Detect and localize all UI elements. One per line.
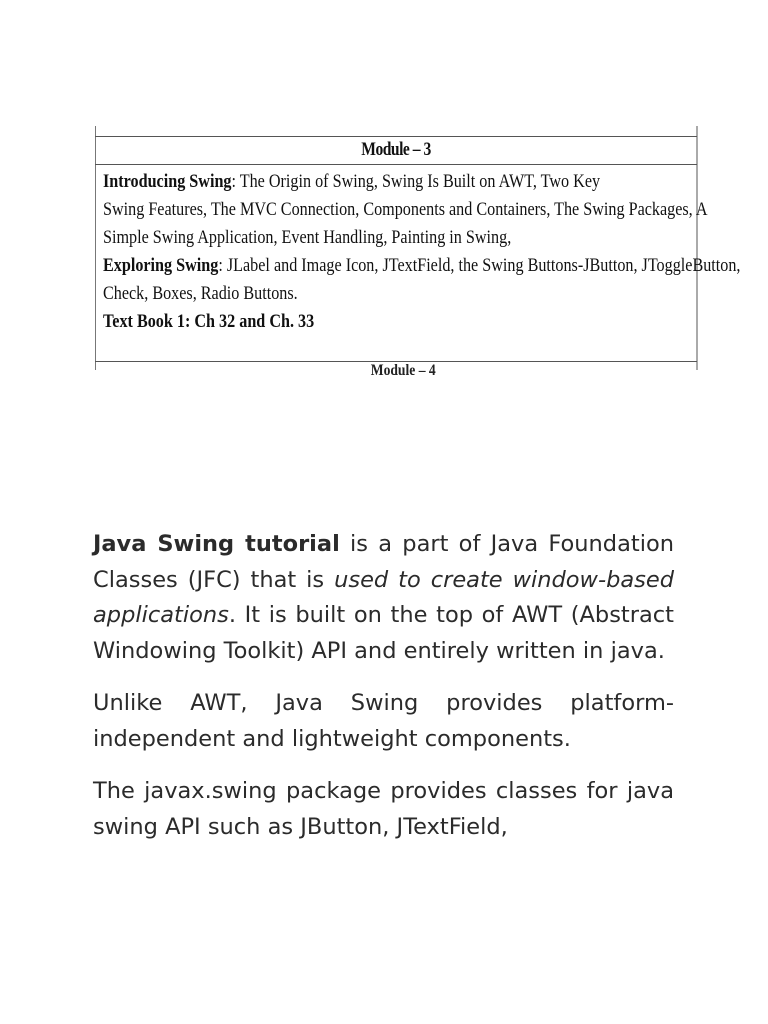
table-left-border (95, 126, 96, 370)
topic-text: : JLabel and Image Icon, JTextField, the Swing Buttons-JButton, JToggleButton, (218, 255, 741, 276)
paragraph-text: . It is built on the top of AWT (Abstract Windowing Toolkit) API and entirely written in java. (93, 602, 674, 664)
paragraph-awt-comparison: Unlike AWT, Java Swing provides platform-independent and lightweight components. (93, 690, 674, 752)
table-heading-rule (95, 164, 697, 165)
term-java-swing-tutorial: Java Swing tutorial (93, 531, 340, 557)
content-line (103, 254, 741, 282)
table-right-border (696, 126, 698, 370)
content-line (103, 226, 647, 254)
emphasis-text: used to create window-based applications (93, 566, 674, 628)
content-line (103, 198, 708, 226)
article-body (93, 527, 674, 862)
content-line (103, 170, 647, 198)
syllabus-table-image (95, 126, 741, 379)
topic-text: Check, Boxes, Radio Buttons. (103, 283, 298, 304)
content-line (103, 282, 647, 310)
paragraph-intro (93, 527, 674, 669)
module-content (103, 170, 741, 338)
topic-text: : The Origin of Swing, Swing Is Built on AWT, Two Key (231, 171, 601, 192)
paragraph-text: is a part of Java Foundation Classes (JFC) that is (93, 531, 674, 593)
topic-text: Simple Swing Application, Event Handling, Painting in Swing, (103, 227, 512, 248)
table-top-rule (95, 136, 697, 137)
module-heading: Module – 3 (361, 139, 431, 160)
topic-label: Introducing Swing (103, 171, 232, 192)
paragraph-javax-swing: The javax.swing package provides classes for java swing API such as JButton, JTextField, (93, 778, 674, 840)
topic-text: Swing Features, The MVC Connection, Components and Containers, The Swing Packages, A (103, 199, 708, 220)
next-module-heading-cropped: Module – 4 (370, 362, 436, 379)
textbook-reference: Text Book 1: Ch 32 and Ch. 33 (103, 311, 315, 332)
topic-label: Exploring Swing (103, 255, 219, 276)
content-line (103, 310, 647, 338)
